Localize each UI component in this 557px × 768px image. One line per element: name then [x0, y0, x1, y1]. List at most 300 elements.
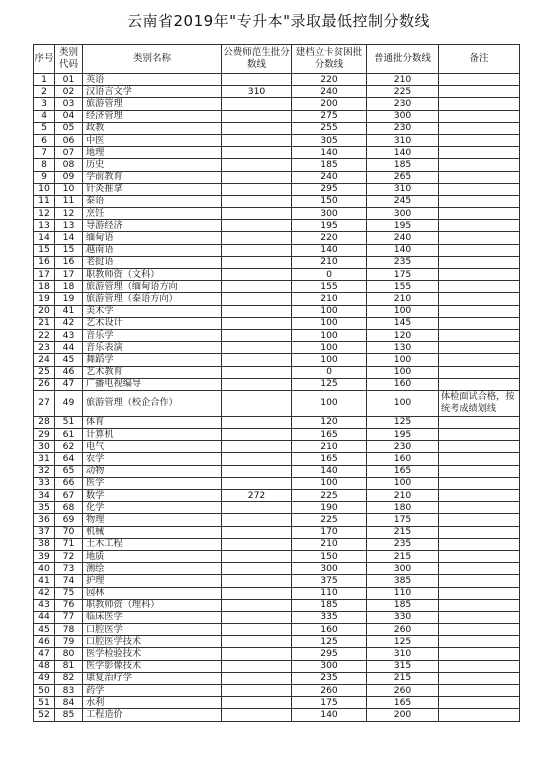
cell-name: 烹饪 [83, 208, 222, 220]
cell-regular-score: 175 [367, 269, 439, 281]
cell-regular-score: 215 [367, 672, 439, 684]
cell-regular-score: 330 [367, 611, 439, 623]
table-row [34, 244, 520, 256]
table-row [34, 526, 520, 538]
cell-no: 34 [34, 490, 55, 502]
cell-poverty-score: 210 [292, 293, 367, 305]
cell-code: 03 [55, 98, 83, 110]
cell-poverty-score: 100 [292, 354, 367, 366]
table-row [34, 660, 520, 672]
cell-poverty-score: 125 [292, 378, 367, 390]
cell-poverty-score: 275 [292, 110, 367, 122]
cell-no: 42 [34, 587, 55, 599]
cell-note [439, 269, 520, 281]
cell-note [439, 575, 520, 587]
cell-regular-score: 225 [367, 86, 439, 98]
cell-note [439, 611, 520, 623]
cell-regular-score: 230 [367, 122, 439, 134]
table-row [34, 648, 520, 660]
cell-name: 中医 [83, 134, 222, 146]
cell-no: 14 [34, 232, 55, 244]
table-row [34, 342, 520, 354]
cell-poverty-score: 210 [292, 538, 367, 550]
cell-code: 65 [55, 465, 83, 477]
cell-no: 21 [34, 317, 55, 329]
cell-name: 老挝语 [83, 256, 222, 268]
cell-code: 64 [55, 453, 83, 465]
cell-regular-score: 120 [367, 329, 439, 341]
cell-poverty-score: 100 [292, 305, 367, 317]
cell-regular-score: 235 [367, 538, 439, 550]
header-note: 备注 [439, 45, 520, 74]
cell-note [439, 490, 520, 502]
cell-poverty-score: 0 [292, 269, 367, 281]
cell-code: 13 [55, 220, 83, 232]
cell-note [439, 697, 520, 709]
cell-note [439, 636, 520, 648]
cell-poverty-score: 335 [292, 611, 367, 623]
cell-regular-score: 260 [367, 685, 439, 697]
cell-note [439, 550, 520, 562]
cell-note [439, 624, 520, 636]
cell-no: 41 [34, 575, 55, 587]
cell-code: 01 [55, 74, 83, 86]
cell-note [439, 477, 520, 489]
header-no: 序号 [34, 45, 55, 74]
cell-code: 44 [55, 342, 83, 354]
cell-code: 09 [55, 171, 83, 183]
cell-poverty-score: 240 [292, 171, 367, 183]
cell-name: 体育 [83, 416, 222, 428]
cell-regular-score: 140 [367, 147, 439, 159]
cell-no: 48 [34, 660, 55, 672]
cell-note [439, 281, 520, 293]
cell-teacher-score [222, 465, 292, 477]
cell-code: 07 [55, 147, 83, 159]
cell-teacher-score [222, 220, 292, 232]
cell-teacher-score [222, 342, 292, 354]
table-row [34, 74, 520, 86]
cell-no: 15 [34, 244, 55, 256]
cell-poverty-score: 140 [292, 465, 367, 477]
cell-teacher-score [222, 305, 292, 317]
cell-teacher-score [222, 317, 292, 329]
cell-regular-score: 125 [367, 636, 439, 648]
cell-no: 32 [34, 465, 55, 477]
table-row [34, 441, 520, 453]
cell-teacher-score [222, 183, 292, 195]
cell-name: 机械 [83, 526, 222, 538]
cell-name: 广播电视编导 [83, 378, 222, 390]
cell-poverty-score: 210 [292, 256, 367, 268]
cell-teacher-score [222, 575, 292, 587]
cell-no: 50 [34, 685, 55, 697]
cell-name: 旅游管理（缅甸语方向 [83, 281, 222, 293]
cell-code: 06 [55, 134, 83, 146]
cell-note [439, 74, 520, 86]
cell-poverty-score: 140 [292, 147, 367, 159]
cell-poverty-score: 140 [292, 244, 367, 256]
cell-teacher-score [222, 648, 292, 660]
cell-regular-score: 145 [367, 317, 439, 329]
cell-code: 81 [55, 660, 83, 672]
cell-name: 计算机 [83, 429, 222, 441]
cell-name: 动物 [83, 465, 222, 477]
cell-no: 25 [34, 366, 55, 378]
cell-note [439, 98, 520, 110]
cell-name: 音乐表演 [83, 342, 222, 354]
cell-code: 75 [55, 587, 83, 599]
cell-name: 水利 [83, 697, 222, 709]
cell-teacher-score [222, 611, 292, 623]
cell-note [439, 244, 520, 256]
cell-regular-score: 100 [367, 390, 439, 416]
cell-note [439, 122, 520, 134]
cell-name: 职教师资（理科） [83, 599, 222, 611]
cell-code: 47 [55, 378, 83, 390]
cell-name: 农学 [83, 453, 222, 465]
cell-note: 体检面试合格，按统考成绩划线 [439, 390, 520, 416]
cell-name: 音乐学 [83, 329, 222, 341]
cell-regular-score: 165 [367, 465, 439, 477]
cell-teacher-score [222, 453, 292, 465]
cell-no: 10 [34, 183, 55, 195]
cell-regular-score: 100 [367, 354, 439, 366]
cell-note [439, 183, 520, 195]
cell-teacher-score [222, 293, 292, 305]
cell-no: 4 [34, 110, 55, 122]
cell-regular-score: 310 [367, 134, 439, 146]
cell-name: 旅游管理 [83, 98, 222, 110]
cell-poverty-score: 240 [292, 86, 367, 98]
cell-poverty-score: 110 [292, 587, 367, 599]
cell-teacher-score [222, 110, 292, 122]
cell-code: 80 [55, 648, 83, 660]
cell-regular-score: 260 [367, 624, 439, 636]
cell-no: 23 [34, 342, 55, 354]
cell-note [439, 256, 520, 268]
cell-name: 测绘 [83, 563, 222, 575]
table-row [34, 636, 520, 648]
table-row [34, 232, 520, 244]
cell-name: 越南语 [83, 244, 222, 256]
cell-no: 11 [34, 195, 55, 207]
table-row [34, 587, 520, 599]
cell-no: 22 [34, 329, 55, 341]
table-row [34, 672, 520, 684]
cell-note [439, 354, 520, 366]
cell-teacher-score [222, 74, 292, 86]
cell-teacher-score [222, 441, 292, 453]
cell-note [439, 587, 520, 599]
table-row [34, 416, 520, 428]
cell-teacher-score [222, 660, 292, 672]
header-teacher: 公费师范生批分数线 [222, 45, 292, 74]
cell-no: 40 [34, 563, 55, 575]
table-row [34, 208, 520, 220]
cell-poverty-score: 165 [292, 429, 367, 441]
cell-poverty-score: 220 [292, 74, 367, 86]
cell-code: 15 [55, 244, 83, 256]
cell-teacher-score [222, 122, 292, 134]
cell-code: 78 [55, 624, 83, 636]
cell-name: 舞蹈学 [83, 354, 222, 366]
cell-note [439, 514, 520, 526]
cell-teacher-score [222, 98, 292, 110]
cell-name: 医学检验技术 [83, 648, 222, 660]
cell-code: 04 [55, 110, 83, 122]
cell-note [439, 416, 520, 428]
cell-poverty-score: 150 [292, 195, 367, 207]
cell-teacher-score [222, 256, 292, 268]
cell-code: 12 [55, 208, 83, 220]
cell-poverty-score: 225 [292, 514, 367, 526]
cell-poverty-score: 100 [292, 342, 367, 354]
table-row [34, 550, 520, 562]
cell-name: 缅甸语 [83, 232, 222, 244]
cell-regular-score: 230 [367, 441, 439, 453]
cell-poverty-score: 300 [292, 208, 367, 220]
cell-code: 42 [55, 317, 83, 329]
cell-name: 数学 [83, 490, 222, 502]
table-row [34, 697, 520, 709]
cell-poverty-score: 0 [292, 366, 367, 378]
table-row [34, 429, 520, 441]
table-row [34, 171, 520, 183]
table-row [34, 709, 520, 721]
table-row [34, 477, 520, 489]
cell-note [439, 232, 520, 244]
cell-teacher-score [222, 232, 292, 244]
cell-teacher-score [222, 171, 292, 183]
cell-no: 1 [34, 74, 55, 86]
cell-teacher-score [222, 329, 292, 341]
cell-regular-score: 230 [367, 98, 439, 110]
cell-code: 14 [55, 232, 83, 244]
cell-regular-score: 235 [367, 256, 439, 268]
cell-regular-score: 210 [367, 293, 439, 305]
cell-no: 49 [34, 672, 55, 684]
cell-no: 47 [34, 648, 55, 660]
cell-code: 41 [55, 305, 83, 317]
cell-note [439, 709, 520, 721]
cell-poverty-score: 220 [292, 232, 367, 244]
cell-teacher-score [222, 563, 292, 575]
cell-regular-score: 100 [367, 305, 439, 317]
cell-poverty-score: 300 [292, 660, 367, 672]
cell-name: 导游经济 [83, 220, 222, 232]
cell-code: 68 [55, 502, 83, 514]
cell-poverty-score: 100 [292, 329, 367, 341]
cell-code: 61 [55, 429, 83, 441]
cell-regular-score: 210 [367, 490, 439, 502]
cell-name: 经济管理 [83, 110, 222, 122]
cell-code: 83 [55, 685, 83, 697]
cell-code: 72 [55, 550, 83, 562]
cell-note [439, 159, 520, 171]
cell-poverty-score: 375 [292, 575, 367, 587]
cell-teacher-score [222, 378, 292, 390]
cell-no: 5 [34, 122, 55, 134]
cell-name: 物理 [83, 514, 222, 526]
cell-code: 18 [55, 281, 83, 293]
cell-poverty-score: 190 [292, 502, 367, 514]
cell-code: 69 [55, 514, 83, 526]
cell-no: 6 [34, 134, 55, 146]
cell-name: 泰语 [83, 195, 222, 207]
cell-no: 46 [34, 636, 55, 648]
cell-note [439, 538, 520, 550]
table-row [34, 195, 520, 207]
header-poverty: 建档立卡贫困批分数线 [292, 45, 367, 74]
cell-teacher-score [222, 354, 292, 366]
cell-name: 英语 [83, 74, 222, 86]
table-row [34, 453, 520, 465]
cell-note [439, 110, 520, 122]
cell-teacher-score [222, 147, 292, 159]
cell-teacher-score: 310 [222, 86, 292, 98]
cell-no: 31 [34, 453, 55, 465]
cell-poverty-score: 210 [292, 441, 367, 453]
cell-regular-score: 265 [367, 171, 439, 183]
cell-no: 9 [34, 171, 55, 183]
table-row [34, 378, 520, 390]
cell-note [439, 672, 520, 684]
cell-no: 37 [34, 526, 55, 538]
cell-no: 44 [34, 611, 55, 623]
cell-note [439, 453, 520, 465]
cell-regular-score: 160 [367, 453, 439, 465]
cell-teacher-score [222, 502, 292, 514]
cell-regular-score: 175 [367, 514, 439, 526]
table-row [34, 293, 520, 305]
cell-note [439, 660, 520, 672]
cell-poverty-score: 155 [292, 281, 367, 293]
cell-no: 26 [34, 378, 55, 390]
cell-name: 土木工程 [83, 538, 222, 550]
cell-code: 45 [55, 354, 83, 366]
table-row [34, 575, 520, 587]
cell-note [439, 317, 520, 329]
cell-regular-score: 185 [367, 599, 439, 611]
cell-regular-score: 125 [367, 416, 439, 428]
header-regular: 普通批分数线 [367, 45, 439, 74]
cell-teacher-score [222, 477, 292, 489]
cell-no: 39 [34, 550, 55, 562]
table-row [34, 147, 520, 159]
cell-code: 11 [55, 195, 83, 207]
cell-note [439, 441, 520, 453]
cell-teacher-score: 272 [222, 490, 292, 502]
cell-code: 79 [55, 636, 83, 648]
cell-regular-score: 200 [367, 709, 439, 721]
cell-code: 71 [55, 538, 83, 550]
cell-poverty-score: 295 [292, 183, 367, 195]
cell-teacher-score [222, 526, 292, 538]
cell-code: 84 [55, 697, 83, 709]
cell-code: 17 [55, 269, 83, 281]
cell-no: 45 [34, 624, 55, 636]
cell-code: 46 [55, 366, 83, 378]
cell-regular-score: 245 [367, 195, 439, 207]
cell-regular-score: 315 [367, 660, 439, 672]
cell-poverty-score: 160 [292, 624, 367, 636]
table-header-row [34, 45, 520, 74]
cell-no: 43 [34, 599, 55, 611]
cell-code: 66 [55, 477, 83, 489]
cell-poverty-score: 300 [292, 563, 367, 575]
cell-teacher-score [222, 538, 292, 550]
table-row [34, 183, 520, 195]
cell-regular-score: 160 [367, 378, 439, 390]
table-row [34, 159, 520, 171]
table-row [34, 514, 520, 526]
cell-no: 13 [34, 220, 55, 232]
cell-name: 工程造价 [83, 709, 222, 721]
cell-code: 85 [55, 709, 83, 721]
cell-teacher-score [222, 269, 292, 281]
cell-poverty-score: 225 [292, 490, 367, 502]
cell-regular-score: 300 [367, 563, 439, 575]
header-name: 类别名称 [83, 45, 222, 74]
cell-regular-score: 310 [367, 648, 439, 660]
cell-name: 药学 [83, 685, 222, 697]
cell-no: 24 [34, 354, 55, 366]
cell-teacher-score [222, 244, 292, 256]
cell-regular-score: 110 [367, 587, 439, 599]
cell-regular-score: 310 [367, 183, 439, 195]
cell-poverty-score: 165 [292, 453, 367, 465]
cell-no: 33 [34, 477, 55, 489]
cell-name: 旅游管理（校企合作） [83, 390, 222, 416]
table-row [34, 599, 520, 611]
cell-no: 12 [34, 208, 55, 220]
cell-name: 化学 [83, 502, 222, 514]
table-row [34, 329, 520, 341]
cell-code: 49 [55, 390, 83, 416]
cell-name: 汉语言文学 [83, 86, 222, 98]
cell-no: 17 [34, 269, 55, 281]
table-row [34, 269, 520, 281]
cell-note [439, 366, 520, 378]
cell-teacher-score [222, 709, 292, 721]
cell-code: 51 [55, 416, 83, 428]
cell-note [439, 208, 520, 220]
cell-code: 05 [55, 122, 83, 134]
cell-note [439, 195, 520, 207]
cell-no: 30 [34, 441, 55, 453]
cell-poverty-score: 295 [292, 648, 367, 660]
cell-poverty-score: 125 [292, 636, 367, 648]
cell-no: 3 [34, 98, 55, 110]
cell-regular-score: 185 [367, 159, 439, 171]
cell-code: 62 [55, 441, 83, 453]
table-row [34, 685, 520, 697]
cell-name: 口腔医学技术 [83, 636, 222, 648]
cell-code: 70 [55, 526, 83, 538]
cell-teacher-score [222, 366, 292, 378]
cell-no: 2 [34, 86, 55, 98]
table-row [34, 611, 520, 623]
cell-teacher-score [222, 685, 292, 697]
table-row [34, 317, 520, 329]
table-row [34, 256, 520, 268]
cell-teacher-score [222, 672, 292, 684]
cell-note [439, 599, 520, 611]
cell-regular-score: 180 [367, 502, 439, 514]
cell-regular-score: 155 [367, 281, 439, 293]
table-row [34, 86, 520, 98]
